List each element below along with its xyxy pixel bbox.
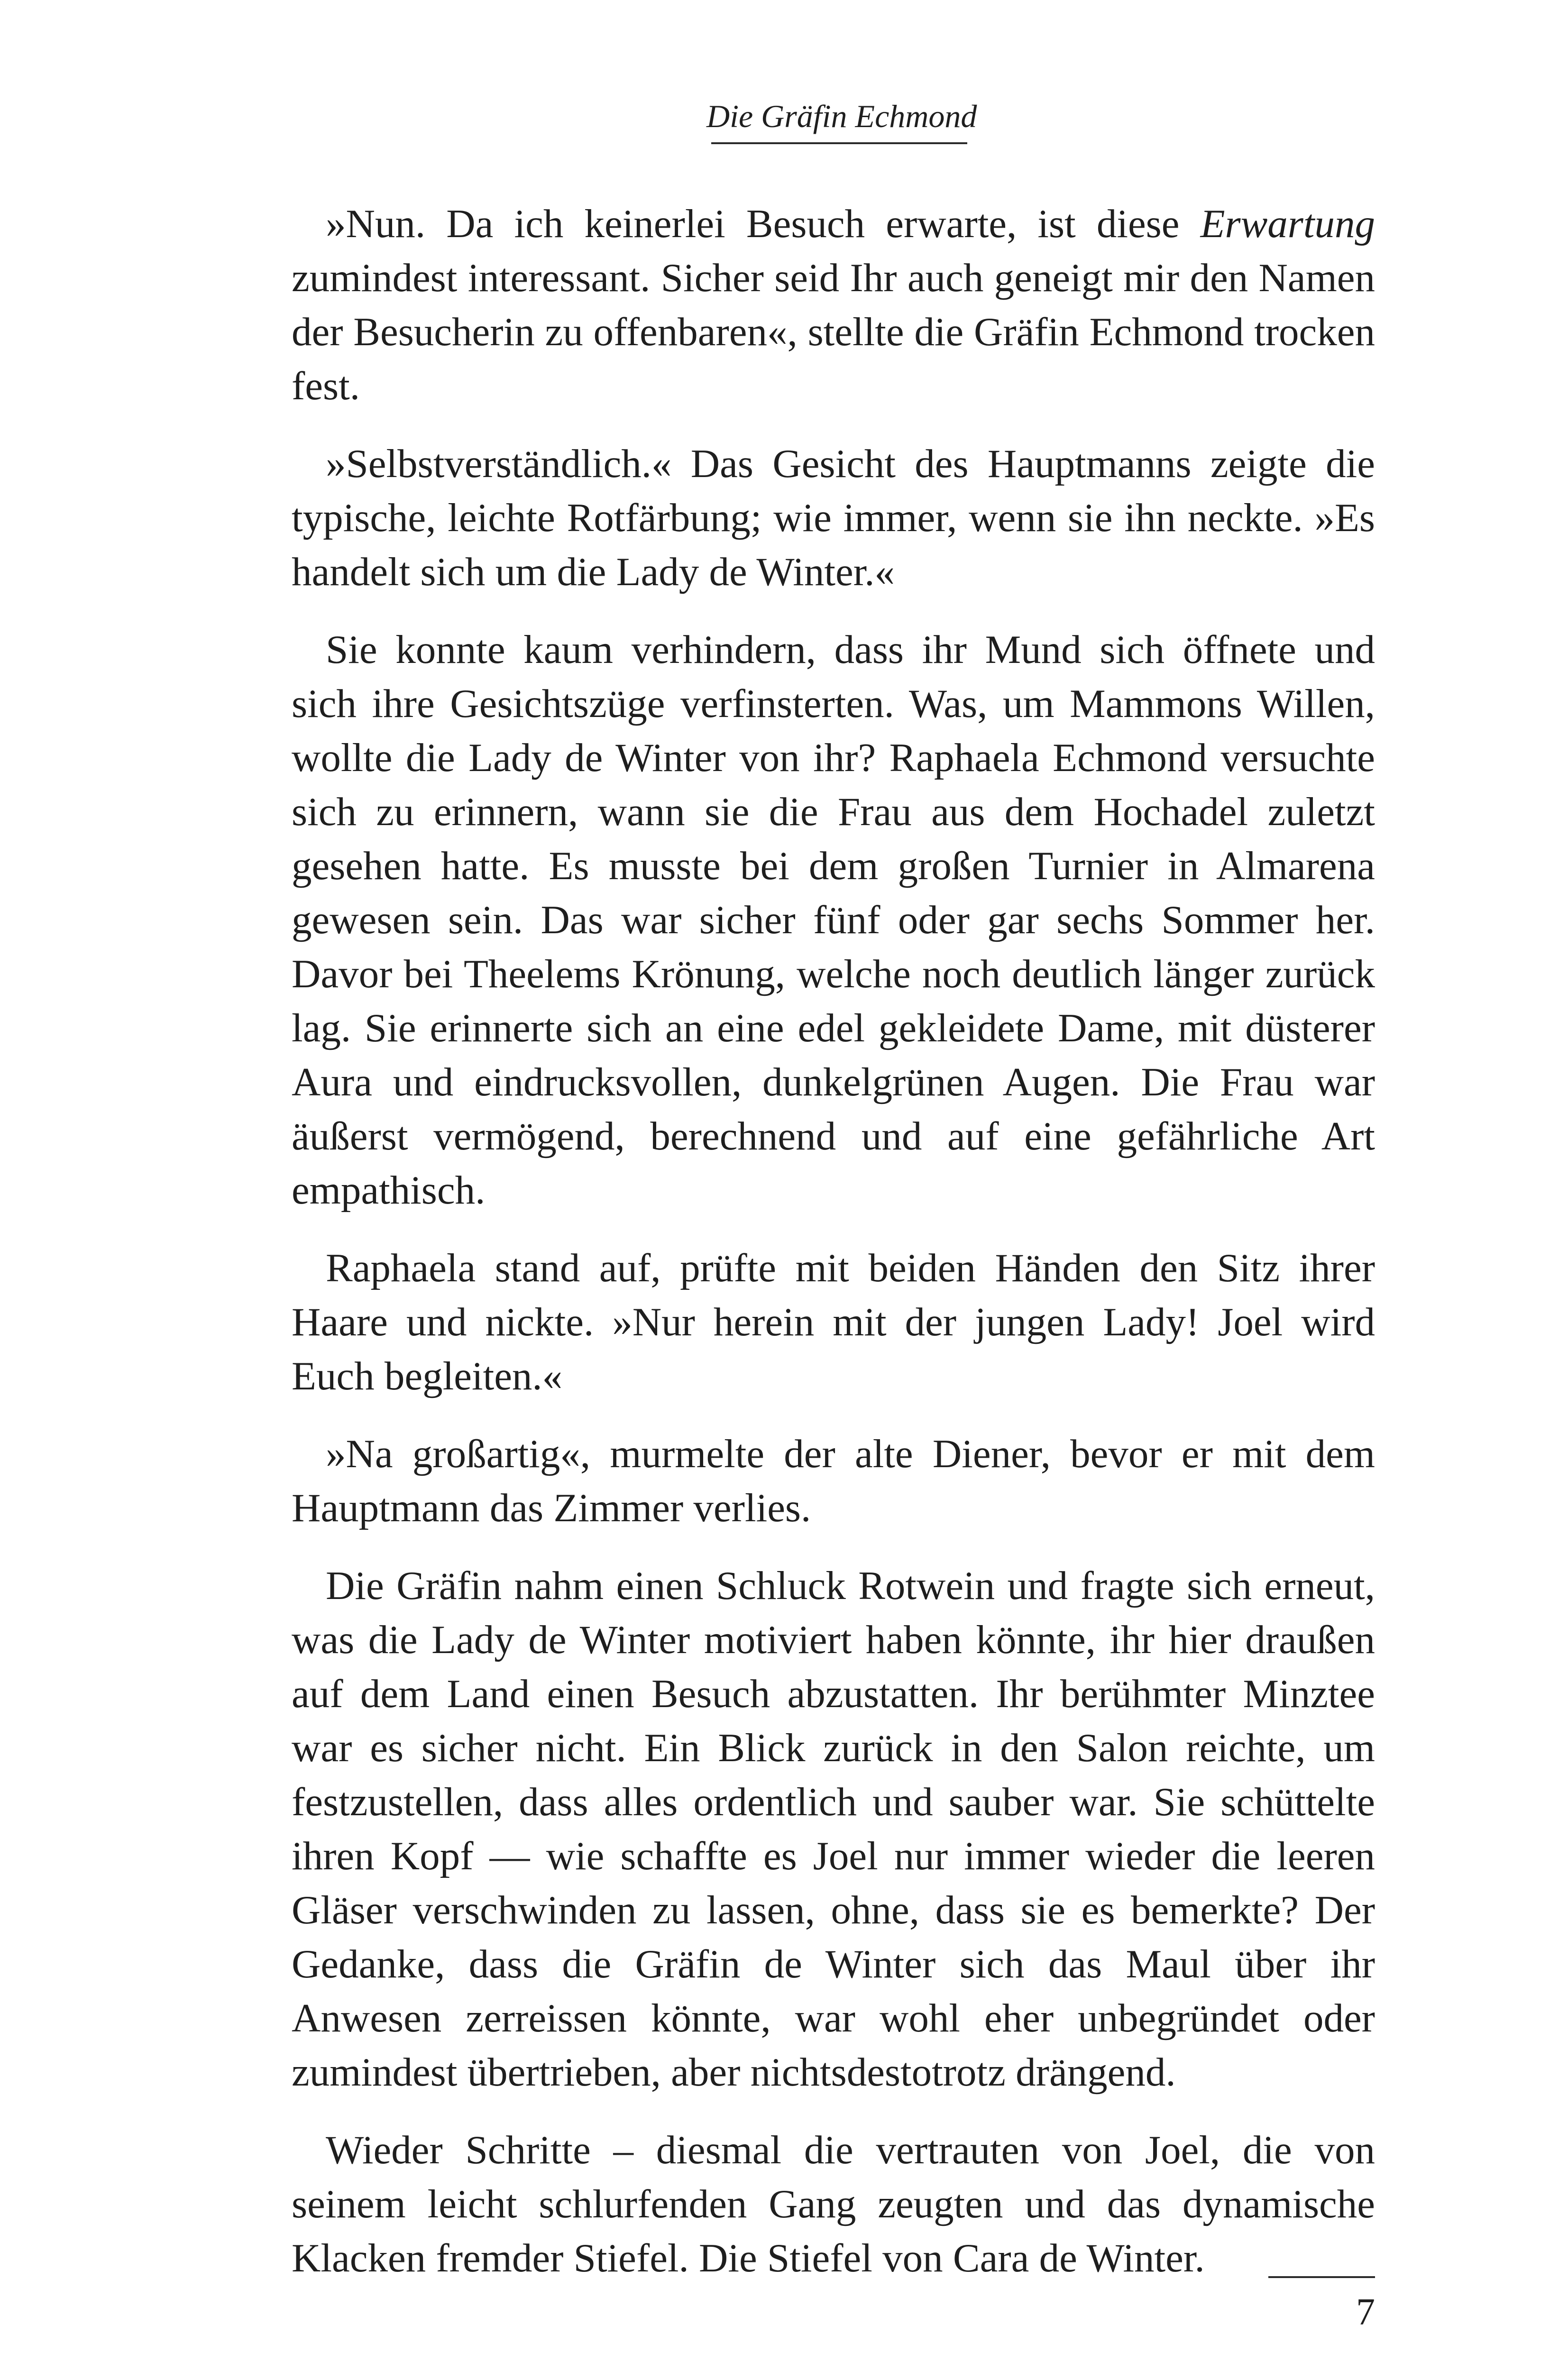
body-text [292,197,1375,2285]
paragraph-text: Sie konnte kaum verhindern, dass ihr Mund sich öffnete und sich ihre Gesichtszüge verfinsterten. Was, um Mammons Willen, wollte die Lady de Winter von ihr? Raphaela Echmond versuchte sich zu erinnern, wann sie die Frau aus dem Hochadel zuletzt gesehen hatte. Es musste bei dem großen Turnier in Almarena gewesen sein. Das war sicher fünf oder gar sechs Sommer her. Davor bei Theelems Krönung, welche noch deutlich länger zurück lag. Sie erinnerte sich an eine edel gekleidete Dame, mit düsterer Aura und eindrucksvollen, dunkelgrünen Augen. Die Frau war äußerst vermögend, berechnend und auf eine gefährliche Art empathisch. [292,627,1375,1213]
paragraph [292,437,1375,599]
paragraph [292,197,1375,413]
header-rule [711,142,967,144]
paragraph-text: Wieder Schritte – diesmal die vertrauten von Joel, die von seinem leicht schlurfenden Gang zeugten und das dynamische Klacken fremder Stiefel. Die Stiefel von Cara de Winter. [292,2128,1375,2280]
paragraph-text: »Selbstverständlich.« Das Gesicht des Hauptmanns zeigte die typische, leichte Rotfärbung; wie immer, wenn sie ihn neckte. »Es handelt sich um die Lady de Winter.« [292,441,1375,594]
paragraph-text: Raphaela stand auf, prüfte mit beiden Händen den Sitz ihrer Haare und nickte. »Nur herein mit der jungen Lady! Joel wird Euch begleiten.« [292,1246,1375,1398]
paragraph [292,623,1375,1217]
paragraph-text: Die Gräfin nahm einen Schluck Rotwein und fragte sich erneut, was die Lady de Winter motiviert haben könnte, ihr hier draußen auf dem Land einen Besuch abzustatten. Ihr berühmter Minztee war es sicher nicht. Ein Blick zurück in den Salon reichte, um festzustellen, dass alles ordentlich und sauber war. Sie schüttelte ihren Kopf — wie schaffte es Joel nur immer wieder die leeren Gläser verschwinden zu lassen, ohne, dass sie es bemerkte? Der Gedanke, dass die Gräfin de Winter sich das Maul über ihr Anwesen zerreissen könnte, war wohl eher unbegründet oder zumindest übertrieben, aber nichtsdestotrotz drängend. [292,1563,1375,2095]
paragraph-text: »Nun. Da ich keinerlei Besuch erwarte, ist diese [326,202,1201,246]
paragraph-text: »Na großartig«, murmelte der alte Diener, bevor er mit dem Hauptmann das Zimmer verlies. [292,1432,1375,1530]
paragraph [292,1241,1375,1403]
page-footer [1266,2276,1375,2336]
running-header [706,95,977,144]
page-number: 7 [1356,2291,1375,2333]
footer-rule [1268,2276,1375,2278]
emphasized-word: Erwartung [1200,202,1375,246]
paragraph-text: zumindest interessant. Sicher seid Ihr auch geneigt mir den Namen der Besucherin zu offenbaren«, stellte die Gräfin Echmond trocken fest. [292,256,1375,408]
paragraph [292,1559,1375,2099]
paragraph [292,2123,1375,2285]
paragraph [292,1427,1375,1535]
running-title: Die Gräfin Echmond [706,98,977,134]
